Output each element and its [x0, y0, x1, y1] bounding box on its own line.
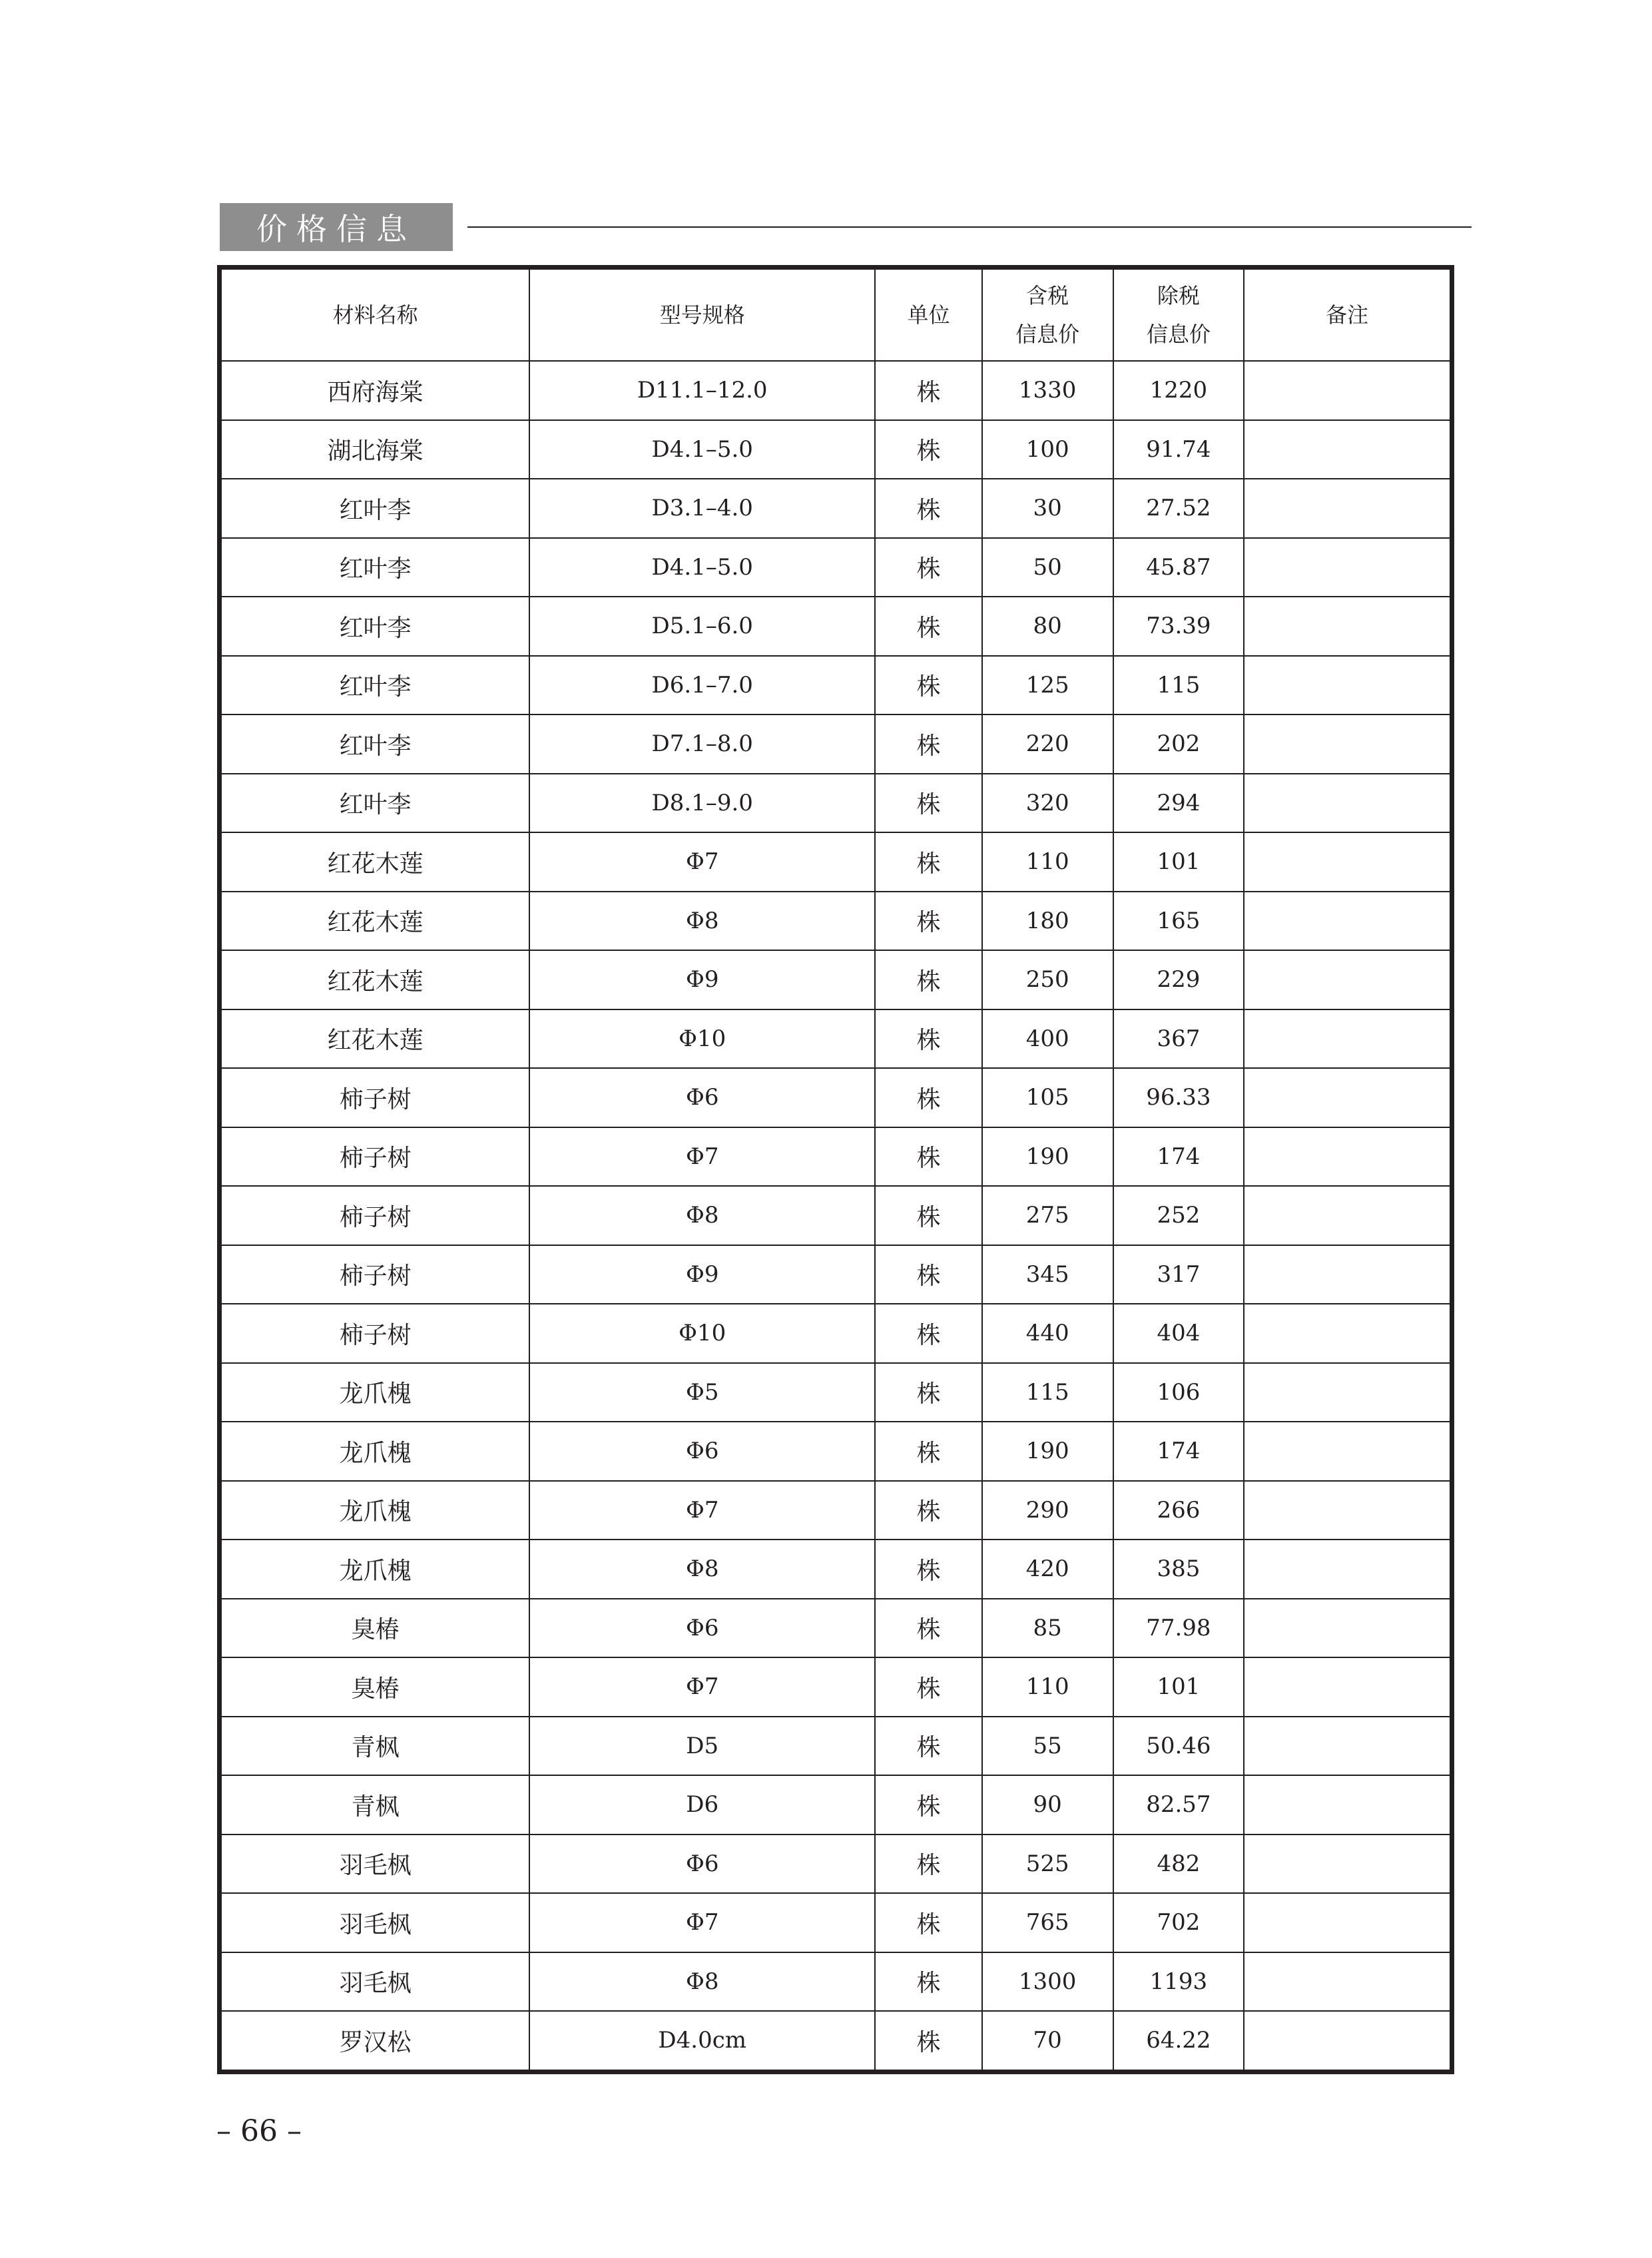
cell-remark [1244, 1717, 1452, 1776]
cell-material-name: 龙爪槐 [220, 1540, 530, 1599]
table-row [220, 1599, 1452, 1658]
cell-unit: 株 [875, 1304, 982, 1363]
cell-tax-inclusive-price: 1300 [982, 1952, 1113, 2012]
cell-spec: Φ7 [529, 1481, 875, 1540]
section-header [220, 203, 1472, 251]
cell-tax-inclusive-price: 55 [982, 1717, 1113, 1776]
cell-tax-inclusive-price: 110 [982, 832, 1113, 892]
table-row [220, 1068, 1452, 1127]
cell-material-name: 羽毛枫 [220, 1835, 530, 1894]
cell-tax-inclusive-price: 105 [982, 1068, 1113, 1127]
cell-unit: 株 [875, 479, 982, 538]
cell-unit: 株 [875, 656, 982, 715]
header-remark: 备注 [1244, 268, 1452, 362]
cell-tax-inclusive-price: 100 [982, 420, 1113, 479]
cell-spec: Φ9 [529, 950, 875, 1009]
cell-spec: D7.1–8.0 [529, 714, 875, 774]
cell-material-name: 羽毛枫 [220, 1952, 530, 2012]
cell-material-name: 柿子树 [220, 1186, 530, 1245]
cell-unit: 株 [875, 1599, 982, 1658]
cell-unit: 株 [875, 1893, 982, 1952]
cell-unit: 株 [875, 1775, 982, 1835]
page-number: – 66 – [216, 2114, 302, 2148]
cell-unit: 株 [875, 1717, 982, 1776]
cell-tax-inclusive-price: 320 [982, 774, 1113, 833]
cell-tax-inclusive-price: 525 [982, 1835, 1113, 1894]
cell-tax-exclusive-price: 482 [1113, 1835, 1244, 1894]
cell-material-name: 红叶李 [220, 597, 530, 656]
cell-remark [1244, 950, 1452, 1009]
table-row [220, 1009, 1452, 1069]
cell-unit: 株 [875, 1835, 982, 1894]
cell-material-name: 柿子树 [220, 1304, 530, 1363]
table-row [220, 1363, 1452, 1422]
cell-tax-inclusive-price: 1330 [982, 361, 1113, 420]
cell-tax-exclusive-price: 252 [1113, 1186, 1244, 1245]
table-row [220, 1304, 1452, 1363]
cell-tax-inclusive-price: 190 [982, 1422, 1113, 1481]
cell-tax-inclusive-price: 125 [982, 656, 1113, 715]
cell-remark [1244, 420, 1452, 479]
cell-tax-exclusive-price: 165 [1113, 892, 1244, 951]
cell-material-name: 龙爪槐 [220, 1422, 530, 1481]
table-row [220, 1893, 1452, 1952]
cell-tax-inclusive-price: 70 [982, 2011, 1113, 2072]
cell-remark [1244, 538, 1452, 597]
cell-unit: 株 [875, 1657, 982, 1717]
table-row [220, 2011, 1452, 2072]
header-spec: 型号规格 [529, 268, 875, 362]
cell-spec: Φ6 [529, 1422, 875, 1481]
cell-material-name: 柿子树 [220, 1127, 530, 1187]
cell-spec: D5.1–6.0 [529, 597, 875, 656]
table-row [220, 832, 1452, 892]
cell-tax-exclusive-price: 202 [1113, 714, 1244, 774]
cell-unit: 株 [875, 1009, 982, 1069]
cell-remark [1244, 479, 1452, 538]
cell-tax-exclusive-price: 404 [1113, 1304, 1244, 1363]
table-body [220, 361, 1452, 2072]
cell-spec: Φ6 [529, 1599, 875, 1658]
cell-spec: Φ7 [529, 832, 875, 892]
cell-spec: D6.1–7.0 [529, 656, 875, 715]
section-title: 价格信息 [220, 203, 453, 251]
table-row [220, 361, 1452, 420]
cell-unit: 株 [875, 950, 982, 1009]
cell-remark [1244, 1481, 1452, 1540]
cell-material-name: 红叶李 [220, 656, 530, 715]
cell-remark [1244, 1540, 1452, 1599]
cell-material-name: 青枫 [220, 1717, 530, 1776]
cell-tax-inclusive-price: 345 [982, 1245, 1113, 1304]
cell-tax-inclusive-price: 190 [982, 1127, 1113, 1187]
cell-unit: 株 [875, 361, 982, 420]
cell-remark [1244, 656, 1452, 715]
cell-tax-exclusive-price: 174 [1113, 1422, 1244, 1481]
cell-material-name: 红叶李 [220, 714, 530, 774]
table-row [220, 1835, 1452, 1894]
cell-material-name: 羽毛枫 [220, 1893, 530, 1952]
cell-material-name: 龙爪槐 [220, 1363, 530, 1422]
cell-spec: Φ7 [529, 1127, 875, 1187]
cell-spec: Φ8 [529, 1540, 875, 1599]
table-row [220, 420, 1452, 479]
cell-material-name: 红花木莲 [220, 892, 530, 951]
price-table-container [217, 265, 1454, 2074]
cell-tax-exclusive-price: 91.74 [1113, 420, 1244, 479]
cell-remark [1244, 361, 1452, 420]
cell-spec: Φ8 [529, 1952, 875, 2012]
cell-tax-inclusive-price: 115 [982, 1363, 1113, 1422]
cell-tax-inclusive-price: 250 [982, 950, 1113, 1009]
cell-tax-exclusive-price: 73.39 [1113, 597, 1244, 656]
cell-spec: D4.0cm [529, 2011, 875, 2072]
cell-spec: Φ7 [529, 1657, 875, 1717]
cell-remark [1244, 597, 1452, 656]
cell-remark [1244, 2011, 1452, 2072]
cell-tax-inclusive-price: 80 [982, 597, 1113, 656]
table-row [220, 479, 1452, 538]
cell-unit: 株 [875, 1540, 982, 1599]
cell-tax-exclusive-price: 77.98 [1113, 1599, 1244, 1658]
cell-tax-exclusive-price: 82.57 [1113, 1775, 1244, 1835]
cell-material-name: 红花木莲 [220, 1009, 530, 1069]
cell-material-name: 西府海棠 [220, 361, 530, 420]
cell-remark [1244, 1952, 1452, 2012]
cell-spec: D4.1–5.0 [529, 420, 875, 479]
cell-unit: 株 [875, 832, 982, 892]
header-tax-exclusive-price [1113, 268, 1244, 362]
cell-tax-exclusive-price: 1220 [1113, 361, 1244, 420]
cell-remark [1244, 1304, 1452, 1363]
cell-material-name: 红叶李 [220, 774, 530, 833]
cell-material-name: 柿子树 [220, 1245, 530, 1304]
header-tax-exclusive-line2: 信息价 [1146, 322, 1211, 347]
cell-unit: 株 [875, 1068, 982, 1127]
cell-unit: 株 [875, 1952, 982, 2012]
header-rule [467, 226, 1472, 228]
cell-remark [1244, 1363, 1452, 1422]
cell-tax-exclusive-price: 385 [1113, 1540, 1244, 1599]
cell-unit: 株 [875, 1422, 982, 1481]
header-tax-inclusive-line1: 含税 [1026, 283, 1069, 308]
table-row [220, 1186, 1452, 1245]
cell-material-name: 湖北海棠 [220, 420, 530, 479]
table-row [220, 1657, 1452, 1717]
cell-remark [1244, 1245, 1452, 1304]
cell-remark [1244, 1186, 1452, 1245]
cell-tax-inclusive-price: 110 [982, 1657, 1113, 1717]
cell-remark [1244, 1422, 1452, 1481]
header-material-name: 材料名称 [220, 268, 530, 362]
cell-tax-exclusive-price: 294 [1113, 774, 1244, 833]
table-row [220, 1952, 1452, 2012]
cell-tax-exclusive-price: 367 [1113, 1009, 1244, 1069]
cell-tax-exclusive-price: 50.46 [1113, 1717, 1244, 1776]
cell-remark [1244, 1893, 1452, 1952]
cell-tax-exclusive-price: 101 [1113, 832, 1244, 892]
cell-spec: D6 [529, 1775, 875, 1835]
cell-remark [1244, 774, 1452, 833]
cell-tax-inclusive-price: 50 [982, 538, 1113, 597]
table-row [220, 1540, 1452, 1599]
cell-unit: 株 [875, 1363, 982, 1422]
table-row [220, 597, 1452, 656]
cell-unit: 株 [875, 1481, 982, 1540]
cell-spec: D4.1–5.0 [529, 538, 875, 597]
cell-tax-exclusive-price: 27.52 [1113, 479, 1244, 538]
table-row [220, 950, 1452, 1009]
cell-unit: 株 [875, 1186, 982, 1245]
cell-spec: Φ8 [529, 892, 875, 951]
cell-material-name: 红花木莲 [220, 832, 530, 892]
table-row [220, 1127, 1452, 1187]
cell-tax-exclusive-price: 101 [1113, 1657, 1244, 1717]
cell-spec: D11.1–12.0 [529, 361, 875, 420]
cell-unit: 株 [875, 1127, 982, 1187]
cell-tax-inclusive-price: 220 [982, 714, 1113, 774]
cell-tax-exclusive-price: 96.33 [1113, 1068, 1244, 1127]
cell-spec: D5 [529, 1717, 875, 1776]
table-row [220, 892, 1452, 951]
cell-material-name: 罗汉松 [220, 2011, 530, 2072]
cell-remark [1244, 1009, 1452, 1069]
cell-unit: 株 [875, 774, 982, 833]
table-row [220, 1245, 1452, 1304]
cell-tax-inclusive-price: 180 [982, 892, 1113, 951]
cell-spec: Φ10 [529, 1304, 875, 1363]
table-row [220, 774, 1452, 833]
cell-tax-inclusive-price: 440 [982, 1304, 1113, 1363]
cell-tax-inclusive-price: 275 [982, 1186, 1113, 1245]
cell-tax-exclusive-price: 174 [1113, 1127, 1244, 1187]
cell-tax-exclusive-price: 115 [1113, 656, 1244, 715]
table-row [220, 1717, 1452, 1776]
cell-remark [1244, 1657, 1452, 1717]
cell-unit: 株 [875, 2011, 982, 2072]
header-tax-inclusive-line2: 信息价 [1015, 322, 1080, 347]
cell-tax-inclusive-price: 30 [982, 479, 1113, 538]
cell-material-name: 红叶李 [220, 538, 530, 597]
cell-spec: Φ7 [529, 1893, 875, 1952]
cell-remark [1244, 892, 1452, 951]
cell-material-name: 臭椿 [220, 1599, 530, 1658]
table-header-row [220, 268, 1452, 362]
cell-spec: Φ10 [529, 1009, 875, 1069]
cell-remark [1244, 1775, 1452, 1835]
cell-tax-exclusive-price: 702 [1113, 1893, 1244, 1952]
cell-tax-exclusive-price: 1193 [1113, 1952, 1244, 2012]
cell-spec: Φ8 [529, 1186, 875, 1245]
cell-material-name: 柿子树 [220, 1068, 530, 1127]
cell-tax-exclusive-price: 106 [1113, 1363, 1244, 1422]
cell-remark [1244, 1599, 1452, 1658]
cell-tax-inclusive-price: 85 [982, 1599, 1113, 1658]
cell-remark [1244, 1127, 1452, 1187]
price-table [217, 265, 1454, 2074]
table-row [220, 1775, 1452, 1835]
cell-remark [1244, 1835, 1452, 1894]
cell-spec: Φ5 [529, 1363, 875, 1422]
cell-unit: 株 [875, 714, 982, 774]
cell-material-name: 臭椿 [220, 1657, 530, 1717]
cell-remark [1244, 1068, 1452, 1127]
table-row [220, 1481, 1452, 1540]
cell-unit: 株 [875, 1245, 982, 1304]
cell-spec: Φ6 [529, 1835, 875, 1894]
cell-remark [1244, 714, 1452, 774]
cell-tax-exclusive-price: 317 [1113, 1245, 1244, 1304]
cell-tax-exclusive-price: 45.87 [1113, 538, 1244, 597]
cell-material-name: 红花木莲 [220, 950, 530, 1009]
cell-tax-inclusive-price: 90 [982, 1775, 1113, 1835]
cell-material-name: 龙爪槐 [220, 1481, 530, 1540]
header-tax-inclusive-price [982, 268, 1113, 362]
cell-material-name: 红叶李 [220, 479, 530, 538]
cell-tax-inclusive-price: 765 [982, 1893, 1113, 1952]
cell-remark [1244, 832, 1452, 892]
cell-tax-exclusive-price: 64.22 [1113, 2011, 1244, 2072]
cell-unit: 株 [875, 892, 982, 951]
header-unit: 单位 [875, 268, 982, 362]
cell-spec: D3.1–4.0 [529, 479, 875, 538]
cell-spec: Φ6 [529, 1068, 875, 1127]
cell-material-name: 青枫 [220, 1775, 530, 1835]
table-row [220, 656, 1452, 715]
cell-unit: 株 [875, 597, 982, 656]
table-row [220, 538, 1452, 597]
cell-tax-inclusive-price: 400 [982, 1009, 1113, 1069]
cell-tax-exclusive-price: 229 [1113, 950, 1244, 1009]
cell-tax-inclusive-price: 290 [982, 1481, 1113, 1540]
cell-tax-inclusive-price: 420 [982, 1540, 1113, 1599]
cell-unit: 株 [875, 420, 982, 479]
table-row [220, 714, 1452, 774]
cell-unit: 株 [875, 538, 982, 597]
table-row [220, 1422, 1452, 1481]
cell-spec: Φ9 [529, 1245, 875, 1304]
cell-tax-exclusive-price: 266 [1113, 1481, 1244, 1540]
header-tax-exclusive-line1: 除税 [1157, 283, 1200, 308]
cell-spec: D8.1–9.0 [529, 774, 875, 833]
